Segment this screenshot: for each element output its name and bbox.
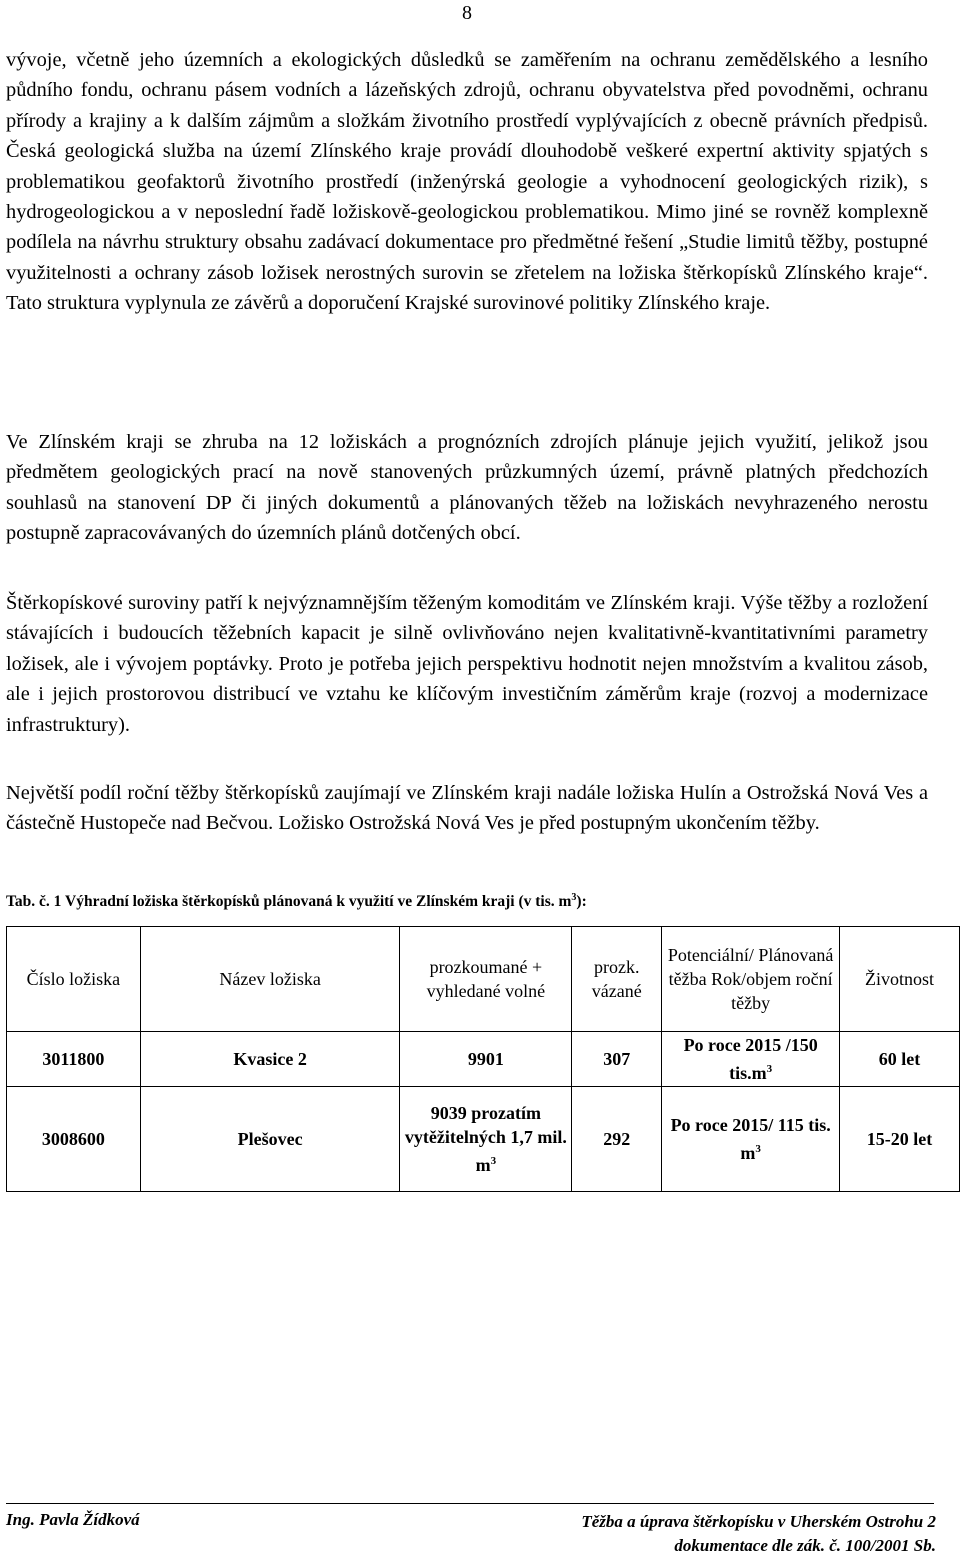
paragraph-4: Největší podíl roční těžby štěrkopísků zaujímají ve Zlínském kraji nadále ložiska Hulín a Ostrožská Nová Ves a částečně Hustopeče nad Bečvou. Ložisko Ostrožská Nová Ves je před postupným ukončením těžby. <box>6 782 928 835</box>
cell-nazev: Kvasice 2 <box>140 1032 400 1087</box>
header-cislo: Číslo ložiska <box>7 927 141 1032</box>
page-number: 8 <box>462 2 472 24</box>
cell-cislo: 3008600 <box>7 1087 141 1192</box>
cell-zivotnost: 60 let <box>840 1032 960 1087</box>
header-tezba: Potenciální/ Plánovaná těžba Rok/objem roční těžby <box>662 927 840 1032</box>
header-vazane: prozk. vázané <box>572 927 662 1032</box>
footer-subtitle: dokumentace dle zák. č. 100/2001 Sb. <box>674 1536 936 1555</box>
cell-vazane: 307 <box>572 1032 662 1087</box>
cell-volne: 9039 prozatím vytěžitelných 1,7 mil. $m^3$ <box>400 1087 572 1192</box>
header-volne: prozkoumané + vyhledané volné <box>400 927 572 1032</box>
header-nazev: Název ložiska <box>140 927 400 1032</box>
cell-vazane: 292 <box>572 1087 662 1192</box>
header-zivotnost: Životnost <box>840 927 960 1032</box>
table-caption: Tab. č. 1 Výhradní ložiska štěrkopísků plánovaná k využití ve Zlínském kraji (v tis. $m^3$): <box>6 892 587 911</box>
cell-zivotnost: 15-20 let <box>840 1087 960 1192</box>
cell-tezba: Po roce 2015/ 115 tis. $m^3$ <box>662 1087 840 1192</box>
table-header-row <box>7 927 960 1032</box>
footer-divider <box>6 1503 934 1504</box>
table-row <box>7 1087 960 1192</box>
footer-document-title <box>581 1510 936 1558</box>
cell-volne: 9901 <box>400 1032 572 1087</box>
cell-nazev: Plešovec <box>140 1087 400 1192</box>
paragraph-3: Štěrkopískové suroviny patří k nejvýznamnějším těženým komoditám ve Zlínském kraji. Výše těžby a rozložení stávajících i budoucích těžebních kapacit je silně ovlivňováno nejen kvalitativně-kvantitativními parametry ložisek, ale i vývojem poptávky. Proto je potřeba jejich perspektivu hodnotit nejen množstvím a kvalitou zásob, ale i jejich prostorovou distribucí ve vztahu ke klíčovým investičním záměrům kraje (rozvoj a modernizace infrastruktury). <box>6 592 928 736</box>
table-row <box>7 1032 960 1087</box>
deposits-table <box>6 926 960 1192</box>
paragraph-2: Ve Zlínském kraji se zhruba na 12 ložiskách a prognózních zdrojích plánuje jejich využití, jelikož jsou předmětem geologických prací na nově stanovených průzkumných území, právně platných předchozích souhlasů na stanovení DP či jiných dokumentů a plánovaných těžeb na ložiskách nevyhrazeného nerostu postupně zapracovávaných do územních plánů dotčených obcí. <box>6 431 928 545</box>
footer-title: Těžba a úprava štěrkopísku v Uherském Ostrohu 2 <box>581 1512 936 1531</box>
footer-author: Ing. Pavla Žídková <box>6 1510 140 1529</box>
cell-cislo: 3011800 <box>7 1032 141 1087</box>
paragraph-1: vývoje, včetně jeho územních a ekologických důsledků se zaměřením na ochranu zemědělského a lesního půdního fondu, ochranu pásem vodních a lázeňských zdrojů, ochranu obyvatelstva před povodněmi, ochranu přírody a krajiny a k dalším zájmům a složkám životního prostředí vyplývajících z obecně právních předpisů. Česká geologická služba na území Zlínského kraje provádí dlouhodobě veškeré expertní aktivity spjatých s problematikou geofaktorů životního prostředí (inženýrská geologie a vyhodnocení geologických rizik), s hydrogeologickou a v neposlední řadě ložiskově-geologickou problematikou. Mimo jiné se rovněž komplexně podílela na návrhu struktury obsahu zadávací dokumentace pro předmětné řešení „Studie limitů těžby, postupné využitelnosti a ochrany zásob ložisek nerostných surovin se zřetelem na ložiska štěrkopísků Zlínského kraje“. Tato struktura vyplynula ze závěrů a doporučení Krajské surovinové politiky Zlínského kraje. <box>6 49 928 315</box>
cell-tezba: Po roce 2015 /150 $tis.m^3$ <box>662 1032 840 1087</box>
